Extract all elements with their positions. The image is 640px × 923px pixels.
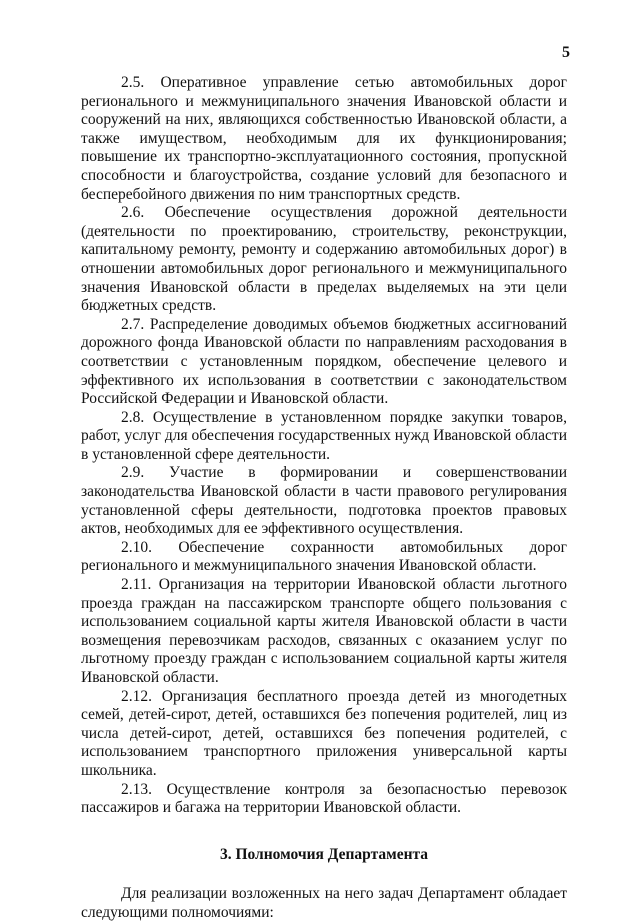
paragraph-2-5: 2.5. Оперативное управление сетью автомобильных дорог регионального и межмуниципального значения Ивановской области и сооружений на них, являющихся собственностью Ивановской области, а также имуществом, необходимым для их функционирования; повышение их транспортно-эксплуатационного состояния, пропускной способности и благоустройства, создание условий для безопасного и бесперебойного движения по ним транспортных средств. [81,74,567,203]
paragraph-2-11: 2.11. Организация на территории Ивановской области льготного проезда граждан на пассажирском транспорте общего пользования с использованием социальной карты жителя Ивановской области в части возмещения перевозчикам расходов, связанных с оказанием услуг по льготному проезду граждан с использованием социальной карты жителя Ивановской области. [81,576,567,686]
paragraph-2-10: 2.10. Обеспечение сохранности автомобильных дорог регионального и межмуниципального значения Ивановской области. [81,538,567,575]
page-number: 5 [562,44,570,61]
section-spacer [81,818,567,846]
document-body [81,74,567,923]
paragraph-2-6: 2.6. Обеспечение осуществления дорожной деятельности (деятельности по проектированию, строительству, реконструкции, капитальному ремонту, ремонту и содержанию автомобильных дорог) в отношении автомобильных дорог регионального и межмуниципального значения Ивановской области в пределах выделяемых на эти цели бюджетных средств. [81,204,567,315]
paragraph-2-8: 2.8. Осуществление в установленном порядке закупки товаров, работ, услуг для обеспечения государственных нужд Ивановской области в установленной сфере деятельности. [81,408,567,463]
paragraph-2-9: 2.9. Участие в формировании и совершенствовании законодательства Ивановской области в части правового регулирования установленной сферы деятельности, подготовка проектов правовых актов, необходимых для ее эффективного осуществления. [81,464,567,538]
heading-spacer [81,864,567,885]
section-intro: Для реализации возложенных на него задач Департамент обладает следующими полномочиями: [81,885,567,921]
section-heading: 3. Полномочия Департамента [219,845,429,863]
paragraph-2-7: 2.7. Распределение доводимых объемов бюджетных ассигнований дорожного фонда Ивановской области по направлениям расходования в соответствии с установленным порядком, обеспечение целевого и эффективного их использования в соответствии с законодательством Российской Федерации и Ивановской области. [81,315,567,408]
paragraph-2-12: 2.12. Организация бесплатного проезда детей из многодетных семей, детей-сирот, детей, оставшихся без попечения родителей, лиц из числа детей-сирот, детей, оставшихся без попечения родителей, с использованием транспортного приложения универсальной карты школьника. [81,687,567,779]
paragraph-2-13: 2.13. Осуществление контроля за безопасностью перевозок пассажиров и багажа на территории Ивановской области. [81,780,567,817]
